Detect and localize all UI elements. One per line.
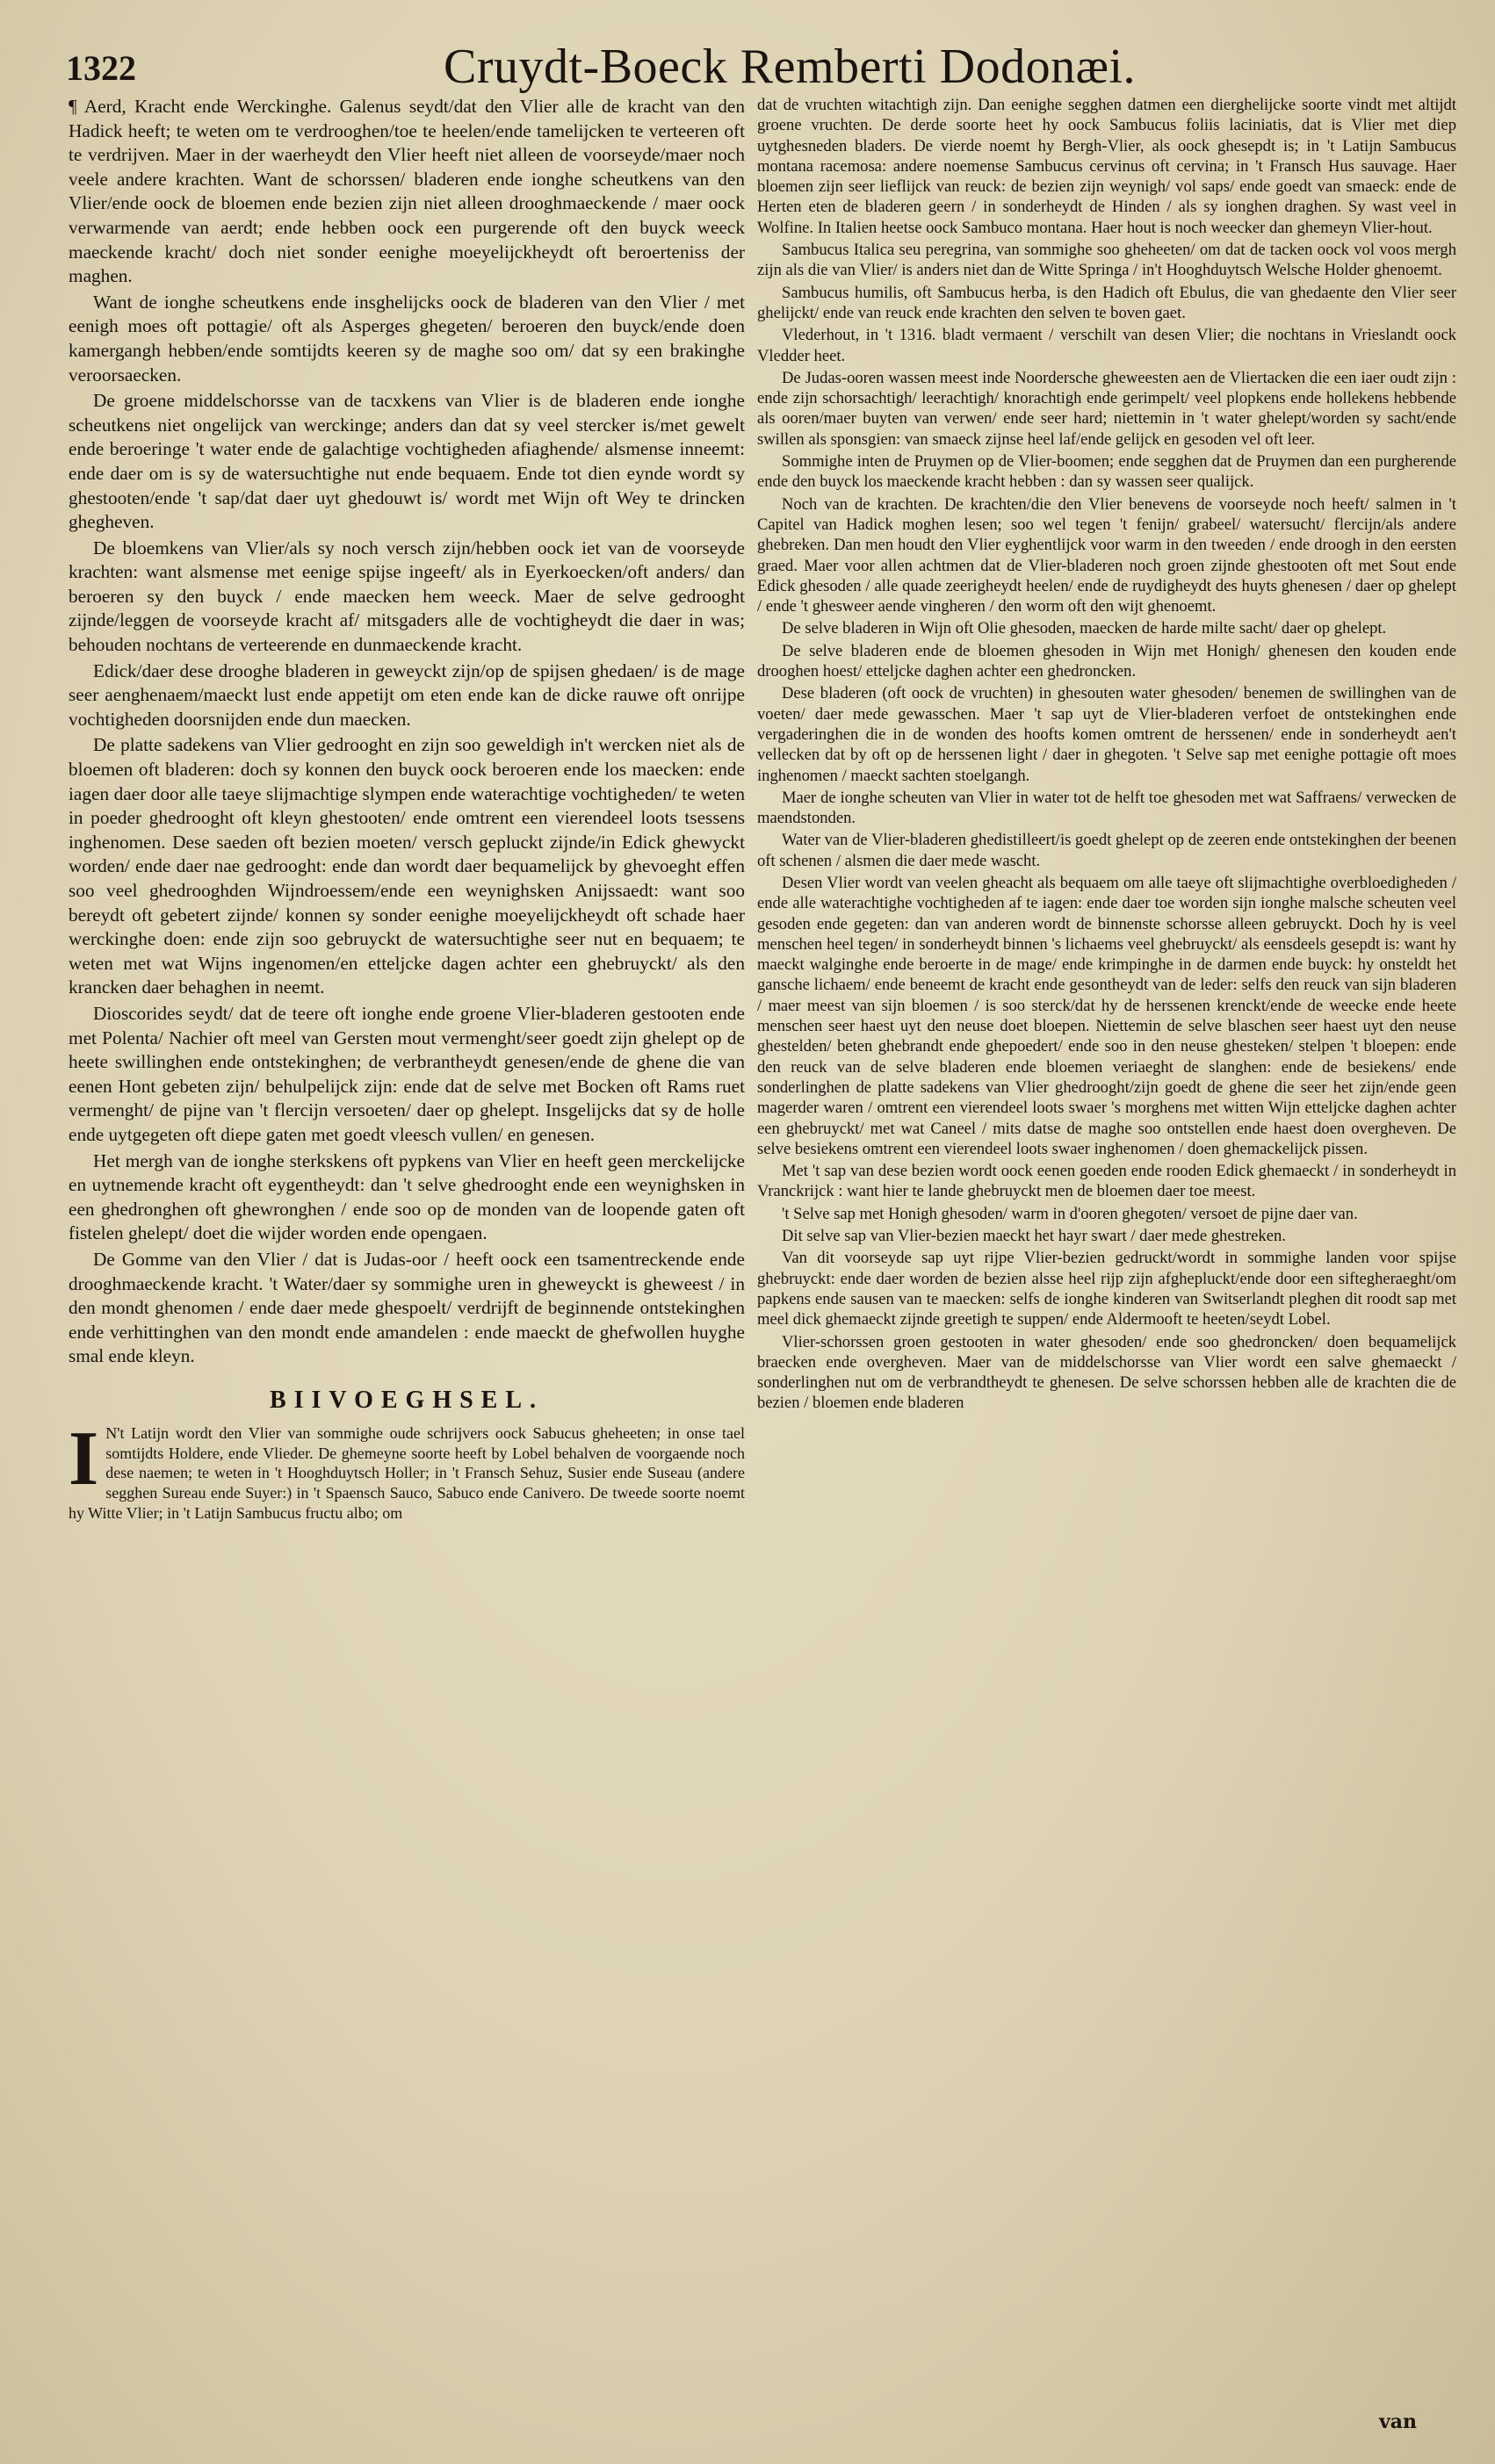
paragraph: Sambucus Italica seu peregrina, van sommighe soo gheheeten/ om dat de tacken oock vol voos mergh zijn als die van Vlier/ is anders niet dan de Witte Springa / in't Hooghduytsch Welsche Holder ghenoemt. bbox=[757, 241, 1456, 280]
paragraph: De Gomme van den Vlier / dat is Judas-oor / heeft oock een tsamentreckende ende drooghmaeckende kracht. 't Water/daer sy sommighe uren in gheweyckt is gheweest / in den mondt ghenomen / ende daer mede ghespoelt/ verdrijft de beginnende ontstekinghen ende verhittinghen van den mondt ende amandelen : ende maeckt de ghefwollen huyghe smal ende kleyn. bbox=[69, 1248, 745, 1367]
paragraph: Desen Vlier wordt van veelen gheacht als bequaem om alle taeye oft slijmachtighe overbloedigheden / ende alle waterachtighe vochtigheden af te iagen: ende daer toe worden sijn ionghe malsche scheuten veel gesoden ende gegeten: dan van anderen wordt de binnenste schorsse alleen gebruyckt. Doch hy is veel menschen heel tegen/ in sonderheydt binnen 's lichaems veel ghebruyckt/ als eensdeels gesepdt is: want hy maeckt walginghe ende beroerte in de mage/ ende krimpinghe in de darmen ende buyck: hy onsteldt het gansche lichaem/ ende beneemt de kracht ende gesontheydt van de leder: selfs den reuck van sijn bladeren / maer meest van sijn bloemen / is soo sterck/dat hy de herssenen krenckt/ende de weecke ende heete menschen seer haest uyt den neuse doet bloepen. Niettemin de selve blaschen seer haest uyt den neuse ghestelden/ beten ghebrandt ende ghepoedert/ ende soo in den neuse ghesteken/ stelpen 't bloepen: ende den reuck van de selve bladeren ende bloemen veriaeght de slanghen: ende de besiekens/ ende sonderlinghen de platte sadekens van Vlier ghedrooght/zijn goedt de ghene die seer het zijn/ende geen magerder waren / omtrent een vierendeel loots swaer 's morghens met witten Wijn etteljcke daghen achter een ghebruyckt/ met wat Caneel / mits datse de maghe soo ontstellen ende haest doen overgheven. De selve besiekens omtrent een vierendeel loots swaer inghenomen / doen ghemackelijck pissen. bbox=[757, 873, 1456, 1158]
paragraph: Sommighe inten de Pruymen op de Vlier-boomen; ende segghen dat de Pruymen dan een purgherende ende den buyck los maeckende kracht hebben : dan sy wassen seer qualijck. bbox=[757, 452, 1456, 492]
paragraph: Water van de Vlier-bladeren ghedistilleert/is goedt ghelept op de zeeren ende ontstekinghen der beenen oft schenen / alsmen die daer mede wascht. bbox=[757, 831, 1456, 870]
paragraph: Dioscorides seydt/ dat de teere oft ionghe ende groene Vlier-bladeren gestooten ende met Polenta/ Nachier oft meel van Gersten mout vermenght/seer goedt zijn ghelept op de heete swillinghen ende ontstekinghen; de verbrantheydt genesen/ende de ghene die van eenen Hont gebeten zijn/ behulpelijck zijn: ende dat de selve met Bocken oft Rams ruet vermenght/ de pijne van 't flercijn versoeten/ daer op ghelept. Insgelijcks dat sy de holle ende uytgegeten oft diepe gaten met goedt vleesch vullen/ en genesen. bbox=[69, 1002, 745, 1145]
paragraph: Vlederhout, in 't 1316. bladt vermaent / verschilt van desen Vlier; die nochtans in Vrieslandt oock Vledder heet. bbox=[757, 326, 1456, 365]
paragraph: Maer de ionghe scheuten van Vlier in water tot de helft toe ghesoden met wat Saffraens/ verwecken de maendstonden. bbox=[757, 788, 1456, 828]
paragraph: Edick/daer dese drooghe bladeren in geweyckt zijn/op de spijsen ghedaen/ is de mage seer aenghenaem/maeckt lust ende appetijt om eten ende kan de dicke rauwe oft onrijpe vochtigheden doorsnijden ende dun maecken. bbox=[69, 659, 745, 730]
paragraph: dat de vruchten witachtigh zijn. Dan eenighe segghen datmen een dierghelijcke soorte vindt met altijdt groene vruchten. De derde soorte heet hy oock Sambucus foliis laciniatis, dat is Vlier met diep uytghesneden bladers. De vierde noemt hy Bergh-Vlier, als oock ghesepdt is; in 't Latijn Sambucus montana racemosa: andere noemense Sambucus cervinus oft cervina; in 't Fransch Hus sauvage. Haer bloemen zijn seer lieflijck van reuck: de bezien zijn weynigh/ vol saps/ ende goedt van smaeck: ende de Herten eten de bladeren geern / in sonderheydt de Hinden / als sy ionghen draghen. Sy wast veel in Wolfine. In Italien heetse oock Sambuco montana. Haer hout is noch weecker dan ghemeyn Vlier-hout. bbox=[757, 96, 1456, 237]
right-column bbox=[757, 95, 1456, 2448]
paragraph: 't Selve sap met Honigh ghesoden/ warm in d'ooren ghegoten/ versoet de pijne daer van. bbox=[782, 1204, 1358, 1223]
paragraph: Dit selve sap van Vlier-bezien maeckt het hayr swart / daer mede ghestreken. bbox=[782, 1227, 1286, 1246]
paragraph: De bloemkens van Vlier/als sy noch versch zijn/hebben oock iet van de voorseyde krachten: want alsmense met eenige spijse ingeeft/ als in Eyerkoecken/oft anders/ dan beroeren sy den buyck / ende maecken hem weeck. Maer de selve gedrooght zijnde/leggen de voorseyde kracht af/ mitsgaders alle de vochtigheydt die daer in was; behouden nochtans de verteerende en dunmaeckende kracht. bbox=[69, 537, 745, 656]
page-header bbox=[66, 35, 1436, 97]
drop-cap: I bbox=[69, 1416, 99, 1502]
paragraph: Het mergh van de ionghe sterkskens oft pypkens van Vlier en heeft geen merckelijcke en uytnemende kracht oft eygentheydt: dan 't selve ghedrooght ende een weynighsken in een ghedronghen oft ghewronghen / ende soo op de monden van de loopende gaten oft fistelen ghelept/ doet die wijder worden ende opengaen. bbox=[69, 1149, 745, 1244]
left-column bbox=[69, 95, 745, 2448]
paragraph: Dese bladeren (oft oock de vruchten) in ghesouten water ghesoden/ benemen de swillinghen van de voeten/ daer mede gewasschen. Maer 't sap uyt de Vlier-bladeren verfoet de ontstekinghen ende vergaderinghen die in de wonden des hoofts komen omtrent de herssenen/ ende in sonderheydt aen't vellecken dat by oft op de herssenen light / daer in ghegoten. 't Selve sap met eenighe pottagie oft moes inghenomen / maeckt sachten stoelgangh. bbox=[757, 684, 1456, 785]
paragraph: Vlier-schorssen groen gestooten in water ghesoden/ ende soo ghedroncken/ doen bequamelijck braecken ende overgheven. Maer van de middelschorsse van Vlier wordt een salve ghemaeckt / sonderlinghen nut om de verbrandtheydt te ghenesen. De selve schorssen hebben alle de krachten die de bezien / bloemen ende bladeren bbox=[757, 1332, 1456, 1413]
supplement-paragraph bbox=[69, 1416, 745, 1524]
paragraph: De selve bladeren in Wijn oft Olie ghesoden, maecken de harde milte sacht/ daer op ghelept. bbox=[782, 619, 1387, 638]
running-title: Cruydt-Boeck Remberti Dodonæi. bbox=[444, 40, 1137, 94]
supplement-text: N't Latijn wordt den Vlier van sommighe oude schrijvers oock Sabucus gheheeten; in onse tael somtijdts Holdere, ende Vlieder. De ghemeyne soorte heeft by Lobel behalven de voorgaende noch dese naemen; te weten in 't Hooghduytsch Holler; in 't Fransch Sehuz, Susier ende Suseau (andere segghen Sureau ende Suyer:) in 't Spaensch Sauco, Sabuco ende Canivero. De tweede soorte noemt hy Witte Vlier; in 't Latijn Sambucus fructu albo; om bbox=[69, 1423, 745, 1523]
paragraph: Noch van de krachten. De krachten/die den Vlier benevens de voorseyde noch heeft/ salmen in 't Capitel van Hadick moghen lesen; soo wel tegen 't fenijn/ grabeel/ watersucht/ flercijn/als andere ghebreken. Dan men houdt den Vlier eyghentlijck voor warm in den tweeden / ende droogh in den eersten graed. Maer voor allen achtmen dat de Vlier-bladeren noch groen zijnde ghestooten oft met Sout ende Edick ghesoden / alle quade zeerigheydt heelen/ ende de ruydigheydt des huyts ghenesen / daer op ghelept / ende 't ghesweer aende vingheren / den worm oft den wijt ghenoemt. bbox=[757, 494, 1456, 616]
paragraph: De groene middelschorsse van de tacxkens van Vlier is de bladeren ende ionghe scheutkens niet ongelijck van werckinge; anders dan dat sy veel stercker is/met gewelt ende beroeringe 't water ende de galachtige vochtigheden afiaghende/ alsmense inneemt: ende daer om is sy de watersuchtighe nut ende bequaem. Ende tot dien eynde wordt sy ghestooten/ende 't sap/dat daer uyt ghedouwt is/ wordt met Wijn oft Wey te drincken ghegheven. bbox=[69, 390, 745, 533]
paragraph: ¶ Aerd, Kracht ende Werckinghe. Galenus seydt/dat den Vlier alle de kracht van den Hadick heeft; te weten om te verdrooghen/toe te heelen/ende tamelijcken te verteeren oft te verdrijven. Maer in der waerheydt den Vlier heeft niet alleen de voorseyde/maer noch veele andere krachten. Want de schorssen/ bladeren ende ionghe scheutkens van den Vlier/ende oock de bloemen ende bezien zijn niet alleen drooghmaeckende / maer oock verwarmende van aerdt; ende hebben oock een purgerende oft den buyck weeck maeckende kracht/ doch niet sonder eenighe moeyelijckheydt oft beroerteniss der maghen. bbox=[69, 96, 745, 287]
supplement-section bbox=[69, 1416, 745, 1524]
paragraph: De platte sadekens van Vlier gedrooght en zijn soo geweldigh in't wercken niet als de bloemen oft bladeren: doch sy konnen den buyck oock beroeren ende los maecken: ende iagen daer door alle taeye slijmachtige slympen ende waterachtige vochtigheden/ te weten in poeder ghedrooght oft kleyn ghestooten/ ende omtrent een vierendeel loots tsessens inghenomen. Dese saeden oft bezien moeten/ versch gepluckt zijnde/in Edick ghewyckt worden/ ende daer nae gedrooght: ende dan wordt daer bequamelijck by ghevoeght effen soo veel ghedrooghden Wijndroessem/ende een weynighsken Anijssaedt: want soo bereydt oft gebetert zijnde/ konnen sy sonder eenighe moeyelijckheydt oft schade haer werckinghe doen: ende zijn soo gebruyckt de watersuchtighe seer nut en bequaem; te weten met wat Wijns ingenomen/en etteljcke dagen achter een ghebruyckt/ als den krancken daer behaghen in neemt. bbox=[69, 734, 745, 998]
page-number: 1322 bbox=[66, 48, 136, 88]
paragraph: Sambucus humilis, oft Sambucus herba, is den Hadich oft Ebulus, die van ghedaente den Vlier seer ghelijckt/ ende van reuck ende krachten den selven te boven gaet. bbox=[757, 283, 1456, 322]
section-heading: BIIVOEGHSEL. bbox=[269, 1386, 545, 1414]
paragraph: Want de ionghe scheutkens ende insghelijcks oock de bladeren van den Vlier / met eenigh moes oft pottagie/ oft als Asperges ghegeten/ beroeren den buyck/ende doen kamergangh hebben/ende somtijdts keeren sy de maghe soo om/ dat sy een brakinghe veroorsaecken. bbox=[69, 291, 745, 385]
paragraph: De Judas-ooren wassen meest inde Noordersche gheweesten aen de Vliertacken die een iaer oudt zijn : ende zijn schorsachtigh/ leerachtigh/ knorachtigh ende gerimpelt/ veel plopkens ende hollekens hebbende als ooren/maer buyten van verwen/ ende seer hard; niettemin in 't water ghelept/worden sy sacht/ende swillen als sponsgien: van smaeck zijnse heel laf/ende gelijck en gesoden vel oft leer. bbox=[757, 368, 1456, 449]
paragraph: Van dit voorseyde sap uyt rijpe Vlier-bezien gedruckt/wordt in sommighe landen voor spijse ghebruyckt: ende daer worden de bezien alsse heel rijp zijn afghepluckt/ende door een siftegheraeght/om papkens ende sausen van te maecken: selfs de ionghe kinderen van Switserlandt pleghen dit roodt sap met meel dick ghemaeckt zijnde greetigh te suppen/ ende Aldermooft te heeten/seydt Lobel. bbox=[757, 1249, 1456, 1329]
paragraph: Met 't sap van dese bezien wordt oock eenen goeden ende rooden Edick ghemaeckt / in sonderheydt in Vranckrijck : want hier te lande ghebruyckt men de bloemen daer toe meest. bbox=[757, 1162, 1456, 1201]
catchword: van bbox=[1379, 2410, 1418, 2433]
paragraph: De selve bladeren ende de bloemen ghesoden in Wijn met Honigh/ ghenesen den kouden ende drooghen hoest/ etteljcke daghen achter een ghedroncken. bbox=[757, 641, 1456, 681]
